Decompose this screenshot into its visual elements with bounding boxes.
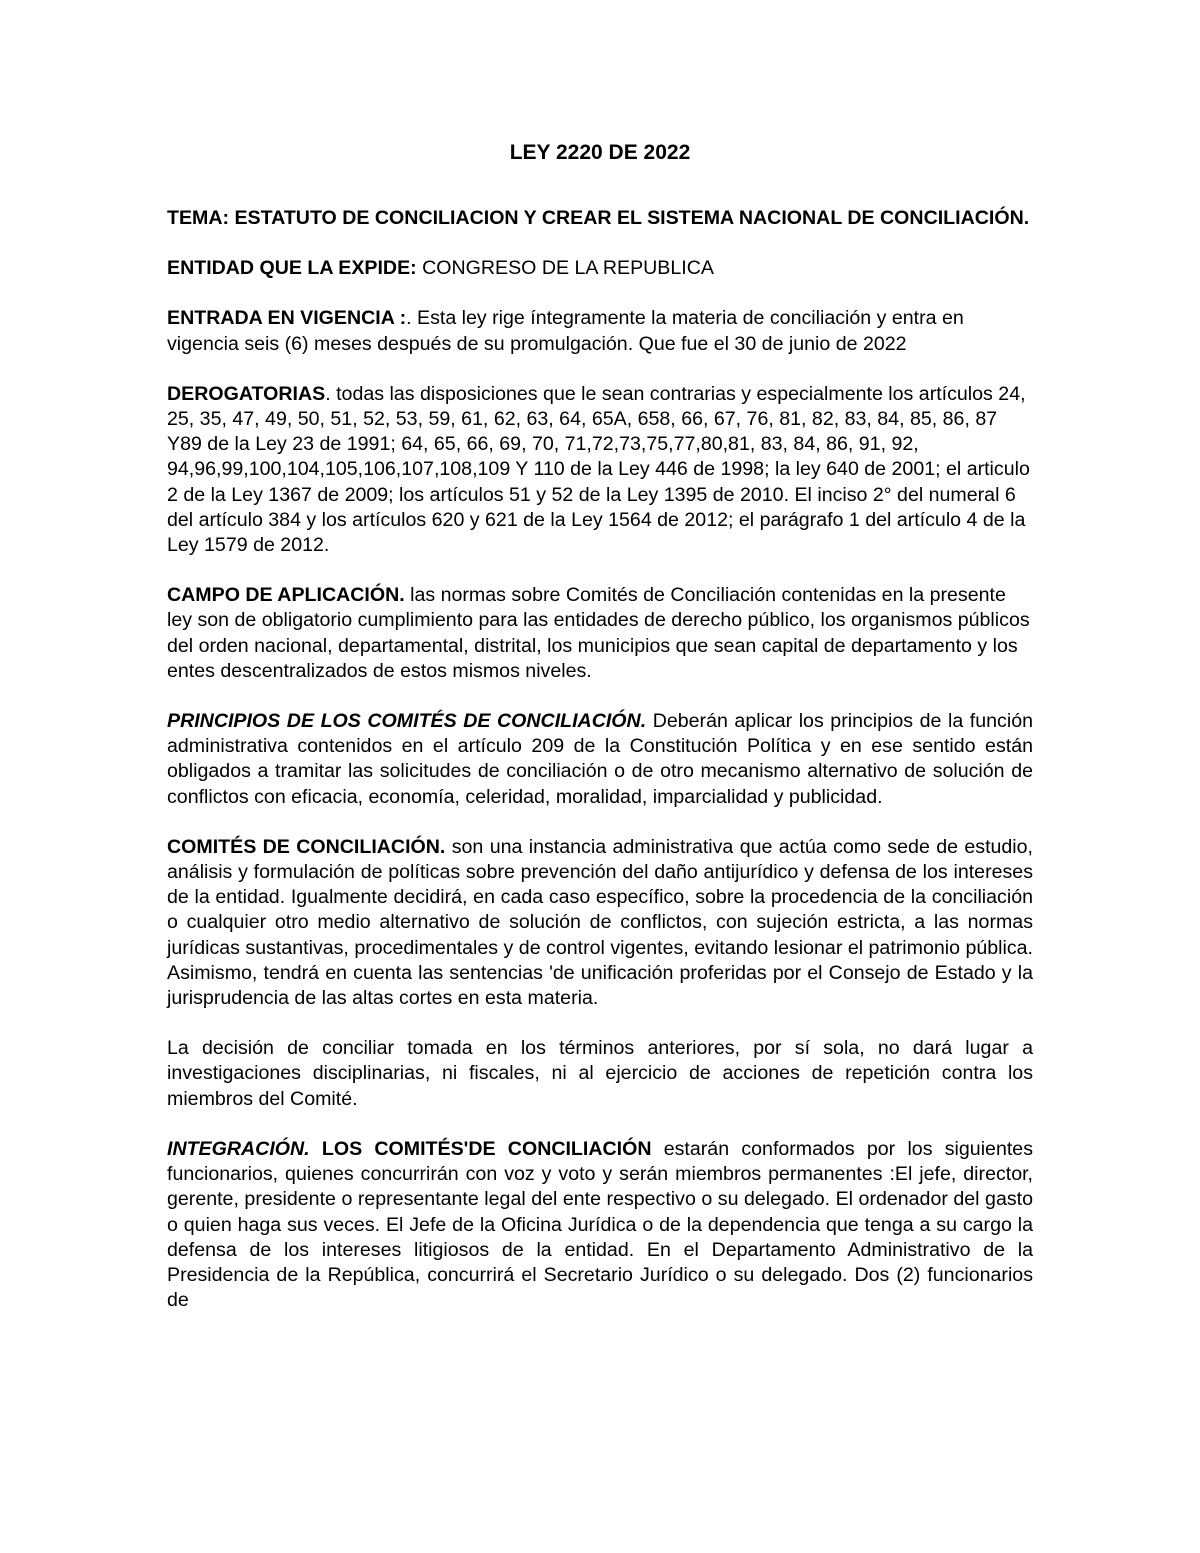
- integracion-text: estarán conformados por los siguientes funcionarios, quienes concurrirán con voz y voto y serán miembros permanentes :El jefe, director, gerente, presidente o representante legal del ente respectivo o su delegado. El ordenador del gasto o quien haga sus veces. El Jefe de la Oficina Jurídica o de la dependencia que tenga a su cargo la defensa de los intereses litigiosos de la entidad. En el Departamento Administrativo de la Presidencia de la República, concurrirá el Secretario Jurídico o su delegado. Dos (2) funcionarios de: [167, 1137, 1033, 1312]
- tema-paragraph: [167, 206, 1033, 231]
- principios-text: Deberán aplicar los principios de la función administrativa contenidos en el artículo 209 de la Constitución Política y en ese sentido están obligados a tramitar las solicitudes de conciliación o de otro mecanismo alternativo de solución de conflictos con eficacia, economía, celeridad, moralidad, imparcialidad y publicidad.: [167, 710, 1033, 808]
- derogatorias-paragraph: [167, 382, 1033, 558]
- entidad-text: CONGRESO DE LA REPUBLICA: [416, 257, 714, 280]
- campo-paragraph: [167, 583, 1033, 684]
- document-page: [167, 138, 1033, 1338]
- comites-label: COMITÉS DE CONCILIACIÓN.: [167, 835, 446, 858]
- decision-text: La decisión de conciliar tomada en los términos anteriores, por sí sola, no dará lugar a investigaciones disciplinarias, ni fiscales, ni al ejercicio de acciones de repetición contra los miembros del Comité.: [167, 1037, 1033, 1110]
- campo-label: CAMPO DE APLICACIÓN.: [167, 584, 405, 607]
- derogatorias-label: DEROGATORIAS: [167, 382, 326, 405]
- decision-paragraph: [167, 1036, 1033, 1112]
- entidad-paragraph: [167, 256, 1033, 281]
- comites-text: son una instancia administrativa que actúa como sede de estudio, análisis y formulación de políticas sobre prevención del daño antijurídico y defensa de los intereses de la entidad. Igualmente decidirá, en cada caso específico, sobre la procedencia de la conciliación o cualquier otro medio alternativo de solución de conflictos, con sujeción estricta, a las normas jurídicas sustantivas, procedimentales y de control vigentes, evitando lesionar el patrimonio pública. Asimismo, tendrá en cuenta las sentencias 'de unificación proferidas por el Consejo de Estado y la jurisprudencia de las altas cortes en esta materia.: [167, 835, 1033, 1010]
- vigencia-label: ENTRADA EN VIGENCIA :: [167, 307, 407, 330]
- integracion-paragraph: [167, 1137, 1033, 1313]
- campo-text: las normas sobre Comités de Conciliación contenidas en la presente ley son de obligatorio cumplimiento para las entidades de derecho público, los organismos públicos del orden nacional, departamental, distrital, los municipios que sean capital de departamento y los entes descentralizados de estos mismos niveles.: [167, 584, 1030, 682]
- entidad-label: ENTIDAD QUE LA EXPIDE:: [167, 257, 417, 280]
- tema-label: TEMA: ESTATUTO DE CONCILIACION Y CREAR EL SISTEMA NACIONAL DE CONCILIACIÓN.: [167, 207, 1030, 229]
- integracion-label: INTEGRACIÓN.: [167, 1137, 310, 1160]
- derogatorias-text: . todas las disposiciones que le sean contrarias y especialmente los artículos 24, 25, 35, 47, 49, 50, 51, 52, 53, 59, 61, 62, 63, 64, 65A, 658, 66, 67, 76, 81, 82, 83, 84, 85, 86, 87 Y89 de la Ley 23 de 1991; 64, 65, 66, 69, 70, 71,72,73,75,77,80,81, 83, 84, 86, 91, 92, 94,96,99,100,104,105,106,107,108,109 Y 110 de la Ley 446 de 1998; la ley 640 de 2001; el articulo 2 de la Ley 1367 de 2009; los artículos 51 y 52 de la Ley 1395 de 2010. El inciso 2° del numeral 6 del artículo 384 y los artículos 620 y 621 de la Ley 1564 de 2012; el parágrafo 1 del artículo 4 de la Ley 1579 de 2012.: [167, 382, 1030, 557]
- principios-paragraph: [167, 709, 1033, 810]
- principios-label: PRINCIPIOS DE LOS COMITÉS DE CONCILIACIÓN.: [167, 710, 647, 733]
- document-title: LEY 2220 DE 2022: [509, 141, 691, 164]
- comites-paragraph: [167, 835, 1033, 1011]
- vigencia-text: . Esta ley rige íntegramente la materia de conciliación y entra en vigencia seis (6) meses después de su promulgación. Que fue el 30 de junio de 2022: [167, 307, 964, 355]
- integracion-label-2: LOS COMITÉS'DE CONCILIACIÓN: [309, 1137, 652, 1160]
- vigencia-paragraph: [167, 306, 1033, 356]
